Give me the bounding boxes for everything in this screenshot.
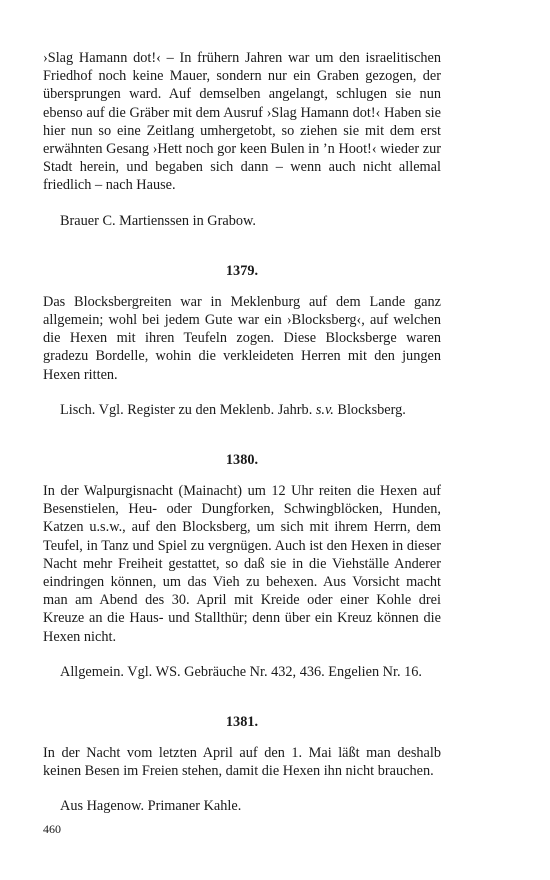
section-number-1380: 1380. bbox=[225, 452, 259, 469]
section-source-1379 bbox=[43, 401, 441, 419]
source-text-end: Blocksberg. bbox=[333, 401, 406, 418]
section-number-1381: 1381. bbox=[225, 714, 259, 731]
section-source-1381: Aus Hagenow. Primaner Kahle. bbox=[60, 798, 242, 815]
page-number: 460 bbox=[43, 822, 61, 836]
section-number-1379: 1379. bbox=[225, 262, 259, 279]
intro-paragraph: ›Slag Hamann dot!‹ – In frühern Jahren war um den israelitischen Friedhof noch keine Mauer, sondern nur ein Graben gezogen, der übersprungen ward. Auf demselben angelangt, schlugen sie nun ebenso auf die Gräber mit dem Ausruf ›Slag Hamann dot!‹ Haben sie hier nun so eine Zeitlang umhergetobt, so ziehen sie mit dem erst erwähnten Gesang ›Hett noch gor keen Bulen in ’n Hoot!‹ wieder zur Stadt herein, und begaben sich dann – wenn auch nicht allemal friedlich – nach Hause. bbox=[43, 50, 441, 194]
section-text-1379: Das Blocksbergreiten war in Meklenburg auf dem Lande ganz allgemein; wohl bei jedem Gute war ein ›Blocksberg‹, auf welchen die Hexen mit ihren Teufeln zogen. Diese Blocksberge waren gradezu Bordelle, wohin die verkleideten Herren mit den jungen Hexen ritten. bbox=[43, 293, 441, 383]
page-body bbox=[43, 49, 441, 816]
source-abbreviation: s.v. bbox=[315, 401, 334, 418]
section-text-1381: In der Nacht vom letzten April auf den 1. Mai läßt man deshalb keinen Besen im Freien stehen, damit die Hexen ihn nicht brauchen. bbox=[43, 745, 441, 780]
section-text-1380: In der Walpurgisnacht (Mainacht) um 12 Uhr reiten die Hexen auf Besenstielen, Heu- oder Dungforken, Schwingblöcken, Hunden, Katzen u.s.w., auf den Blocksberg, um sich mit ihrem Herrn, dem Teufel, in Tanz und Spiel zu vergnügen. Auch ist den Hexen in dieser Nacht mehr Freiheit gestattet, so daß sie in die Viehställe Anderer eindringen können, um das Vieh zu behexen. Aus Vorsicht macht man am Abend des 30. April mit Kreide oder einer Kohle drei Kreuze an die Haus- und Stallthür; denn über ein Kreuz können die Hexen nicht. bbox=[43, 483, 441, 645]
source-text: Lisch. Vgl. Register zu den Meklenb. Jahrb. bbox=[60, 401, 316, 418]
intro-source: Brauer C. Martienssen in Grabow. bbox=[60, 212, 257, 229]
section-source-1380: Allgemein. Vgl. WS. Gebräuche Nr. 432, 436. Engelien Nr. 16. bbox=[60, 663, 422, 680]
